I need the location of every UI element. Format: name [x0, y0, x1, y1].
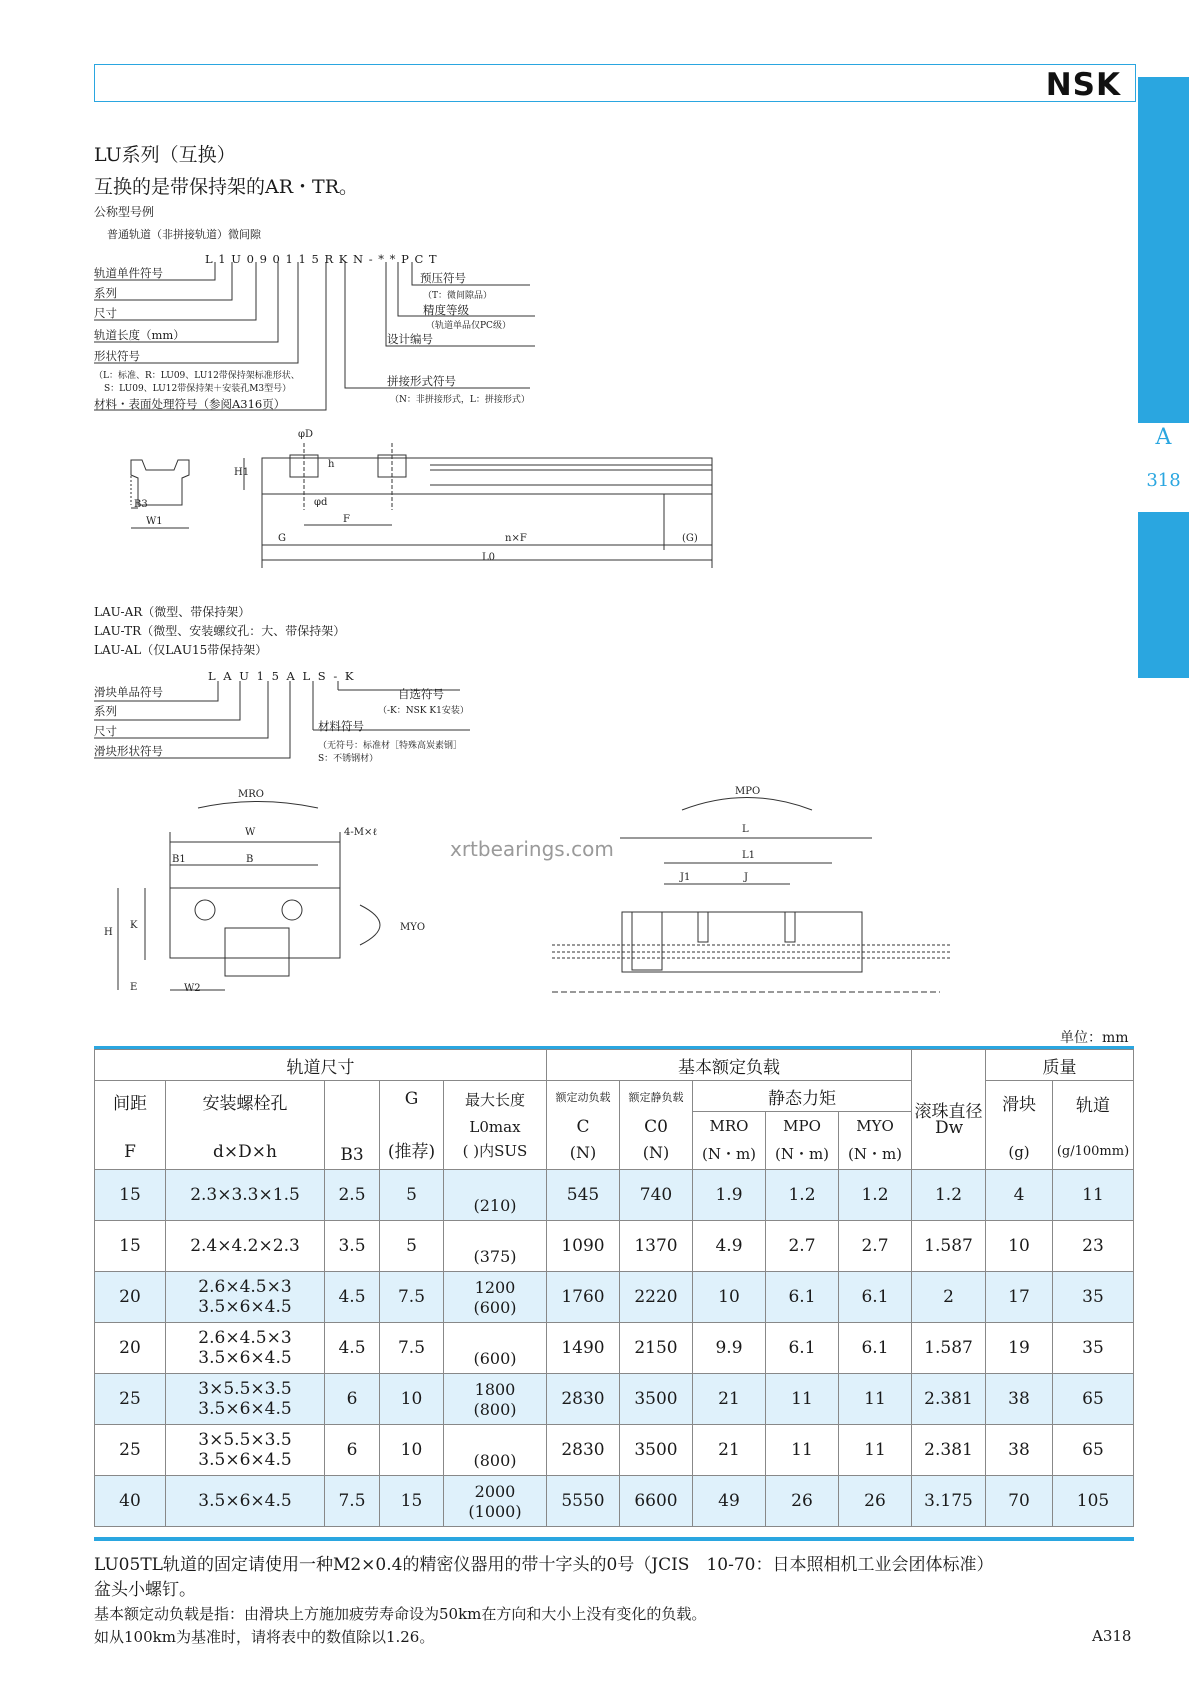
cell-mpo: 6.1: [766, 1323, 839, 1374]
cell-f: 20: [95, 1323, 166, 1374]
cell-b3: 7.5: [325, 1476, 380, 1527]
cell-dw: 2: [912, 1272, 986, 1323]
cell-bolt: [166, 1476, 325, 1527]
lmax-line-2: (375): [473, 1246, 517, 1266]
series-subtitle: 互换的是带保持架的AR・TR。: [94, 176, 359, 198]
col-rail: [1053, 1081, 1134, 1170]
cell-mro: 21: [693, 1374, 766, 1425]
block-code-label-2: 系列: [94, 704, 117, 718]
svg-text:H: H: [104, 927, 113, 938]
col-bolt-label: 安装螺栓孔: [202, 1093, 288, 1114]
bolt-line-2: 3.5×6×4.5: [198, 1348, 292, 1368]
rail-code-note-1: （L：标准、R：LU09、LU12带保持架标准形状、: [94, 371, 300, 381]
cell-dw: 1.587: [912, 1221, 986, 1272]
rail-code-label-2: 系列: [94, 286, 117, 300]
svg-text:L1: L1: [742, 850, 756, 861]
cell-mpo: 1.2: [766, 1170, 839, 1221]
cell-b3: 6: [325, 1374, 380, 1425]
col-mpo-sym: MPO: [783, 1117, 821, 1135]
cell-g: 5: [380, 1170, 444, 1221]
rail-code: L 1 U 0 9 0 1 1 5 R K N - * * P C T: [205, 252, 438, 266]
side-tab-letter: A: [1155, 425, 1172, 450]
table-row: [95, 1476, 1134, 1527]
cell-rail: 23: [1053, 1221, 1134, 1272]
cell-rail: 35: [1053, 1323, 1134, 1374]
svg-text:W: W: [245, 827, 256, 838]
cell-bolt: [166, 1323, 325, 1374]
col-lmax-sub: ( )内SUS: [462, 1142, 528, 1160]
col-rail-label: 轨道: [1076, 1096, 1110, 1116]
rail-description: 普通轨道（非拼接轨道）微间隙: [107, 228, 261, 241]
cell-c: 1090: [547, 1221, 620, 1272]
rail-code-right-4: 拼接形式符号: [387, 374, 456, 388]
svg-text:F: F: [343, 514, 350, 525]
lmax-line-1: [444, 1227, 546, 1247]
svg-text:MPO: MPO: [735, 786, 761, 797]
svg-text:MRO: MRO: [238, 789, 264, 800]
cell-b3: 6: [325, 1425, 380, 1476]
cell-dw: 2.381: [912, 1425, 986, 1476]
block-code-right-note-2: （无符号：标准材［特殊高炭素钢］: [318, 741, 463, 751]
cell-c0: 6600: [620, 1476, 693, 1527]
col-sta-sym: C0: [644, 1116, 668, 1137]
cell-c0: 3500: [620, 1425, 693, 1476]
cell-bolt: [166, 1425, 325, 1476]
svg-text:H1: H1: [234, 467, 250, 478]
cell-block: 17: [986, 1272, 1053, 1323]
footnote-3: 如从100km为基准时，请将表中的数值除以1.26。: [94, 1628, 435, 1646]
rail-code-note-2: S：LU09、LU12带保持架＋安装孔M3型号）: [104, 384, 292, 394]
cell-g: 10: [380, 1425, 444, 1476]
col-block-unit: (g): [1008, 1142, 1030, 1161]
cell-g: 7.5: [380, 1272, 444, 1323]
col-mpo-unit: (N・m): [774, 1145, 830, 1163]
cell-block: 19: [986, 1323, 1053, 1374]
footnote-2: 基本额定动负载是指：由滑块上方施加疲劳寿命设为50km在方向和大小上没有变化的负载。: [94, 1605, 707, 1623]
table-row: [95, 1272, 1134, 1323]
bolt-line-2: 3.5×6×4.5: [198, 1399, 292, 1419]
rail-code-label-4: 轨道长度（mm）: [94, 328, 185, 342]
col-pitch: [95, 1081, 166, 1170]
cell-myo: 11: [839, 1425, 912, 1476]
svg-text:MYO: MYO: [400, 922, 426, 933]
svg-text:h: h: [328, 459, 335, 470]
cell-mro: 4.9: [693, 1221, 766, 1272]
svg-text:(G): (G): [682, 533, 698, 544]
rail-code-label-1: 轨道单件符号: [94, 266, 163, 280]
rail-code-label-5: 形状符号: [94, 349, 140, 363]
cell-rail: 11: [1053, 1170, 1134, 1221]
dw-symbol: Dw: [935, 1118, 964, 1138]
col-sta-unit: (N): [642, 1142, 670, 1162]
cell-b3: 2.5: [325, 1170, 380, 1221]
cell-block: 38: [986, 1425, 1053, 1476]
cell-c: 2830: [547, 1374, 620, 1425]
col-bolt: [166, 1081, 325, 1170]
lmax-line-1: 1800: [474, 1379, 516, 1399]
group-header-mass: 质量: [986, 1050, 1134, 1081]
col-rail-unit: (g/100mm): [1056, 1144, 1130, 1159]
lmax-line-2: (600): [473, 1297, 517, 1317]
cell-c0: 2220: [620, 1272, 693, 1323]
footnote-1a: LU05TL轨道的固定请使用一种M2×0.4的精密仪器用的带十字头的0号（JCIS 10-70：日本照相机工业会团体标准）: [94, 1555, 994, 1575]
lmax-line-2: (800): [473, 1450, 517, 1470]
cell-g: 7.5: [380, 1323, 444, 1374]
col-moment: 静态力矩: [693, 1081, 912, 1112]
cell-mpo: 11: [766, 1425, 839, 1476]
table-row: [95, 1374, 1134, 1425]
col-g-sub: (推荐): [387, 1141, 436, 1162]
bolt-line-1: 3×5.5×3.5: [198, 1379, 292, 1399]
cell-f: 25: [95, 1425, 166, 1476]
lmax-line-2: (800): [473, 1399, 517, 1419]
cell-f: 15: [95, 1170, 166, 1221]
cell-bolt: [166, 1170, 325, 1221]
col-pitch-sym: F: [124, 1141, 136, 1162]
cell-myo: 6.1: [839, 1323, 912, 1374]
cell-bolt: [166, 1221, 325, 1272]
cell-l: [444, 1476, 547, 1527]
col-bolt-sym: d×D×h: [213, 1141, 277, 1162]
cell-l: [444, 1272, 547, 1323]
col-mpo: [766, 1112, 839, 1170]
svg-text:W2: W2: [184, 983, 201, 994]
table-row: [95, 1323, 1134, 1374]
cell-dw: 2.381: [912, 1374, 986, 1425]
cell-bolt: [166, 1374, 325, 1425]
cell-l: [444, 1170, 547, 1221]
cell-block: 10: [986, 1221, 1053, 1272]
rail-code-right-note-4: （N：非拼接形式，L：拼接形式）: [390, 395, 530, 405]
svg-text:n×F: n×F: [505, 533, 527, 544]
col-lmax-sym: L0max: [469, 1118, 521, 1136]
bolt-line-1: 3.5×6×4.5: [198, 1491, 292, 1511]
cell-mpo: 11: [766, 1374, 839, 1425]
svg-text:W1: W1: [146, 516, 163, 527]
cell-l: [444, 1221, 547, 1272]
series-title: LU系列（互换）: [94, 144, 236, 166]
cell-mro: 9.9: [693, 1323, 766, 1374]
lmax-line-2: (1000): [468, 1501, 522, 1521]
svg-text:K: K: [130, 920, 138, 931]
cell-block: 70: [986, 1476, 1053, 1527]
bolt-line-1: 3×5.5×3.5: [198, 1430, 292, 1450]
cell-block: 38: [986, 1374, 1053, 1425]
block-code: L A U 1 5 A L S - K: [208, 669, 356, 683]
svg-text:φd: φd: [314, 497, 328, 508]
col-pitch-label: 间距: [113, 1093, 147, 1114]
cell-myo: 11: [839, 1374, 912, 1425]
cell-mpo: 26: [766, 1476, 839, 1527]
cell-b3: 4.5: [325, 1272, 380, 1323]
block-code-right-1: 自选符号: [398, 687, 444, 701]
cell-myo: 1.2: [839, 1170, 912, 1221]
col-dyn: [547, 1081, 620, 1170]
col-myo-unit: (N・m): [847, 1145, 903, 1163]
cell-rail: 65: [1053, 1425, 1134, 1476]
cell-c0: 740: [620, 1170, 693, 1221]
cell-b3: 3.5: [325, 1221, 380, 1272]
cell-mpo: 6.1: [766, 1272, 839, 1323]
cell-c: 545: [547, 1170, 620, 1221]
col-myo: [839, 1112, 912, 1170]
cell-c: 2830: [547, 1425, 620, 1476]
col-mro: [693, 1112, 766, 1170]
table-row: [95, 1170, 1134, 1221]
spec-table-body: [95, 1170, 1134, 1527]
bolt-line-2: 3.5×6×4.5: [198, 1450, 292, 1470]
lmax-line-2: (210): [473, 1195, 517, 1215]
svg-text:φD: φD: [298, 429, 314, 440]
unit-label: 单位：mm: [1060, 1030, 1129, 1046]
side-tab-number: 318: [1146, 470, 1181, 491]
table-row: [95, 1221, 1134, 1272]
model-example-label: 公称型号例: [94, 205, 155, 219]
block-code-label-1: 滑块单品符号: [94, 685, 163, 699]
cell-f: 40: [95, 1476, 166, 1527]
cell-f: 20: [95, 1272, 166, 1323]
svg-text:B1: B1: [172, 854, 186, 865]
col-block-label: 滑块: [1002, 1094, 1036, 1115]
col-sta-label: 额定静负载: [628, 1090, 684, 1104]
block-code-right-note-1: （-K：NSK K1安装）: [378, 706, 469, 716]
page-number: A318: [1092, 1627, 1132, 1645]
cell-g: 10: [380, 1374, 444, 1425]
cell-rail: 35: [1053, 1272, 1134, 1323]
svg-text:4-M×ℓ: 4-M×ℓ: [344, 827, 378, 838]
nsk-logo: NSK: [1045, 67, 1121, 103]
rail-code-right-3: 设计编号: [387, 332, 433, 346]
lmax-line-1: [444, 1431, 546, 1451]
col-g-label: G: [404, 1088, 419, 1109]
lmax-line-1: 1200: [474, 1277, 516, 1297]
bolt-line-1: 2.4×4.2×2.3: [190, 1236, 300, 1256]
lmax-line-1: [444, 1329, 546, 1349]
table-row: [95, 1425, 1134, 1476]
cell-mro: 10: [693, 1272, 766, 1323]
cell-f: 25: [95, 1374, 166, 1425]
block-code-right-note-3: S：不锈钢材）: [318, 754, 379, 764]
rail-code-right-note-2: （轨道单品仅PC级）: [426, 321, 511, 331]
col-mro-unit: (N・m): [701, 1145, 757, 1163]
lmax-line-1: 2000: [474, 1481, 516, 1501]
cell-rail: 65: [1053, 1374, 1134, 1425]
rail-code-right-note-1: （T：微间隙品）: [423, 291, 493, 301]
cell-c: 1490: [547, 1323, 620, 1374]
cell-c0: 1370: [620, 1221, 693, 1272]
cell-myo: 2.7: [839, 1221, 912, 1272]
cell-block: 4: [986, 1170, 1053, 1221]
col-g: [380, 1081, 444, 1170]
cell-l: [444, 1425, 547, 1476]
col-dyn-unit: (N): [569, 1142, 597, 1162]
col-mro-sym: MRO: [709, 1117, 749, 1135]
cell-myo: 6.1: [839, 1272, 912, 1323]
block-type-1: LAU-AR（微型、带保持架）: [94, 605, 251, 619]
cell-l: [444, 1374, 547, 1425]
bolt-line-1: 2.6×4.5×3: [198, 1328, 292, 1348]
col-dyn-sym: C: [576, 1116, 590, 1137]
rail-code-label-3: 尺寸: [94, 306, 117, 320]
cell-myo: 26: [839, 1476, 912, 1527]
table-bottom-rule: [94, 1537, 1134, 1541]
cell-mpo: 2.7: [766, 1221, 839, 1272]
rail-code-right-2: 精度等级: [423, 303, 469, 317]
rail-code-right-1: 预压符号: [420, 271, 466, 285]
cell-f: 15: [95, 1221, 166, 1272]
group-header-ball: [912, 1050, 986, 1170]
bolt-line-1: 2.3×3.3×1.5: [190, 1185, 300, 1205]
block-code-label-3: 尺寸: [94, 724, 117, 738]
cell-g: 15: [380, 1476, 444, 1527]
cell-mro: 49: [693, 1476, 766, 1527]
cell-mro: 21: [693, 1425, 766, 1476]
col-lmax: [444, 1081, 547, 1170]
col-block: [986, 1081, 1053, 1170]
cell-c: 1760: [547, 1272, 620, 1323]
block-type-3: LAU-AL（仅LAU15带保持架）: [94, 643, 268, 657]
svg-text:J: J: [744, 872, 749, 883]
cell-c0: 3500: [620, 1374, 693, 1425]
block-code-right-2: 材料符号: [318, 719, 364, 733]
cell-mro: 1.9: [693, 1170, 766, 1221]
bolt-line-2: 3.5×6×4.5: [198, 1297, 292, 1317]
svg-text:B3: B3: [134, 499, 148, 510]
cell-b3: 4.5: [325, 1323, 380, 1374]
cell-g: 5: [380, 1221, 444, 1272]
block-type-2: LAU-TR（微型、安装螺纹孔：大、带保持架）: [94, 624, 346, 638]
svg-text:E: E: [130, 982, 138, 993]
ball-dia-label: 滚珠直径: [914, 1102, 983, 1122]
lmax-line-2: (600): [473, 1348, 517, 1368]
cell-rail: 105: [1053, 1476, 1134, 1527]
svg-text:L0: L0: [482, 552, 496, 563]
cell-c0: 2150: [620, 1323, 693, 1374]
col-sta: [620, 1081, 693, 1170]
block-code-label-4: 滑块形状符号: [94, 744, 163, 758]
footnote-1b: 盆头小螺钉。: [94, 1580, 196, 1600]
col-dyn-label: 额定动负载: [555, 1090, 611, 1104]
group-header-rail: 轨道尺寸: [95, 1050, 547, 1081]
spec-table: [94, 1049, 1134, 1527]
cell-dw: 1.587: [912, 1323, 986, 1374]
svg-text:L: L: [742, 824, 749, 835]
cell-bolt: [166, 1272, 325, 1323]
watermark-text: xrtbearings.com: [450, 837, 614, 861]
col-lmax-label: 最大长度: [464, 1091, 525, 1109]
lmax-line-1: [444, 1176, 546, 1196]
cell-c: 5550: [547, 1476, 620, 1527]
cell-l: [444, 1323, 547, 1374]
svg-text:J1: J1: [680, 872, 691, 883]
cell-dw: 1.2: [912, 1170, 986, 1221]
rail-code-material: 材料・表面处理符号（参阅A316页）: [94, 397, 286, 411]
svg-text:G: G: [278, 533, 286, 544]
col-b3: B3: [325, 1081, 380, 1170]
col-myo-sym: MYO: [856, 1117, 894, 1135]
bolt-line-1: 2.6×4.5×3: [198, 1277, 292, 1297]
cell-dw: 3.175: [912, 1476, 986, 1527]
group-header-load: 基本额定负载: [547, 1050, 912, 1081]
svg-text:B: B: [246, 854, 254, 865]
